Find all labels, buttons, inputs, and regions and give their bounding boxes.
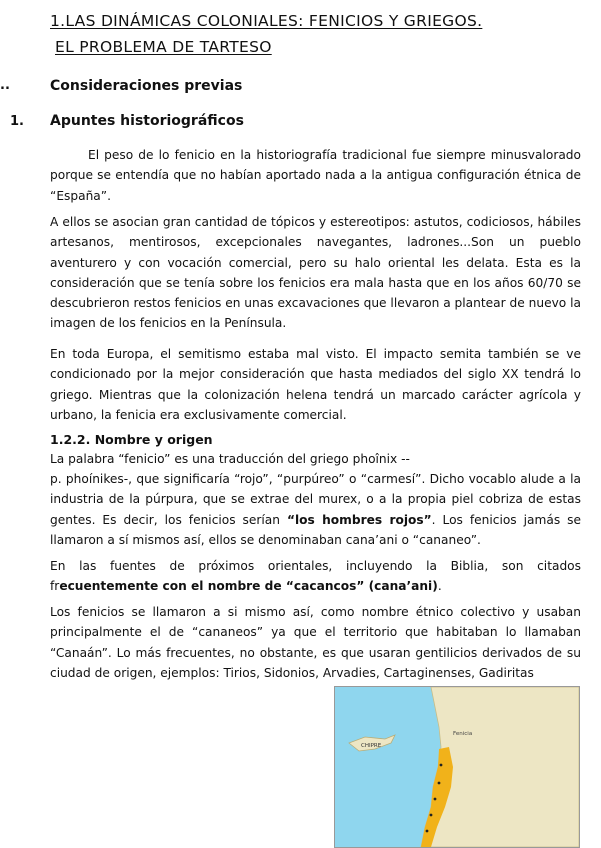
city-marker (438, 782, 441, 785)
section-prev-heading: Consideraciones previas (50, 78, 243, 94)
fuentes-text-a: En las fuentes de próximos orientales, incluyendo la Biblia, son citados fr (50, 559, 581, 594)
origen-bold: “los hombres rojos” (286, 512, 432, 527)
paragraph-3: En toda Europa, el semitismo estaba mal visto. El impacto semita también se ve condicionado por la mejor consideración que hasta mediados del siglo XX tendrá lo griego. Mientras que la colonización helena tendrá un marcado carácter agrícola y urbano, la fenicia era exclusivamente comercial. (50, 347, 581, 422)
origen-line-1: La palabra “fenicio” es una traducción del griego phoînix -- (50, 452, 410, 466)
city-marker (430, 814, 433, 817)
paragraph-1-text: El peso de lo fenicio en la historiografía tradicional fue siempre minusvalorado porque se entendía que no habían aportado nada a la antigua configuración étnica de “España”. (50, 148, 581, 203)
nombre-paragraph: Los fenicios se llamaron a si mismo así, como nombre étnico colectivo y usaban principalmente el de “cananeos” ya que el territorio que habitaban lo llamaban “Canaán”. Lo más frecuentes, no obstante, es que usaran gentilicios derivados de su ciudad de origen, ejemplos: Tirios, Sidonios, Arvadies, Cartaginenses, Gadiritas (50, 605, 581, 680)
title-line-2: EL PROBLEMA DE TARTESO (55, 38, 272, 56)
fuentes-bold: ecuentemente con el nombre de “cacancos” (cana’ani) (59, 579, 438, 594)
paragraph-2: A ellos se asocian gran cantidad de tópicos y estereotipos: astutos, codiciosos, hábiles artesanos, mentirosos, excepcionales navegantes, ladrones...Son un pueblo aventurero y con vocación comercial, pero su halo oriental les delata. Esta es la consideración que se tenía sobre los fenicios era mala hasta que en los años 60/70 se descubrieron restos fenicios en unas excavaciones que llevaron a plantear de nuevo la imagen de los fenicios en la Península. (50, 215, 581, 331)
city-marker (426, 830, 429, 833)
section-1-number: 1. (10, 114, 24, 129)
map-label-region: Fenicia (453, 731, 473, 737)
section-prev-bullet: .. (0, 78, 10, 93)
city-marker (434, 798, 437, 801)
map-label-island: CHIPRE (361, 743, 382, 749)
fuentes-text-b: . (437, 579, 442, 594)
phoenicia-map (334, 686, 580, 848)
section-1-heading: Apuntes historiográficos (50, 113, 244, 129)
map-svg (335, 687, 579, 847)
title-line-1: 1.LAS DINÁMICAS COLONIALES: FENICIOS Y GRIEGOS. (50, 12, 483, 30)
paragraph-1 (50, 145, 581, 206)
subsection-heading: 1.2.2. Nombre y origen (50, 432, 213, 447)
fuentes-paragraph (50, 556, 581, 597)
origen-text-a: p. phoínikes-, que significaría “rojo”, “purpúreo” o “carmesí”. Dicho vocablo alude a la industria de la púrpura, que se extrae del murex, o a la propia piel cobriza de estas gentes. Es decir, los fenicios serían (50, 472, 581, 527)
city-marker (440, 764, 443, 767)
origen-paragraph (50, 469, 581, 550)
origen-text-b: . Los fenicios jamás se llamaron a sí mismos así, ellos se denominaban cana’ani o “cananeo”. (50, 512, 581, 547)
